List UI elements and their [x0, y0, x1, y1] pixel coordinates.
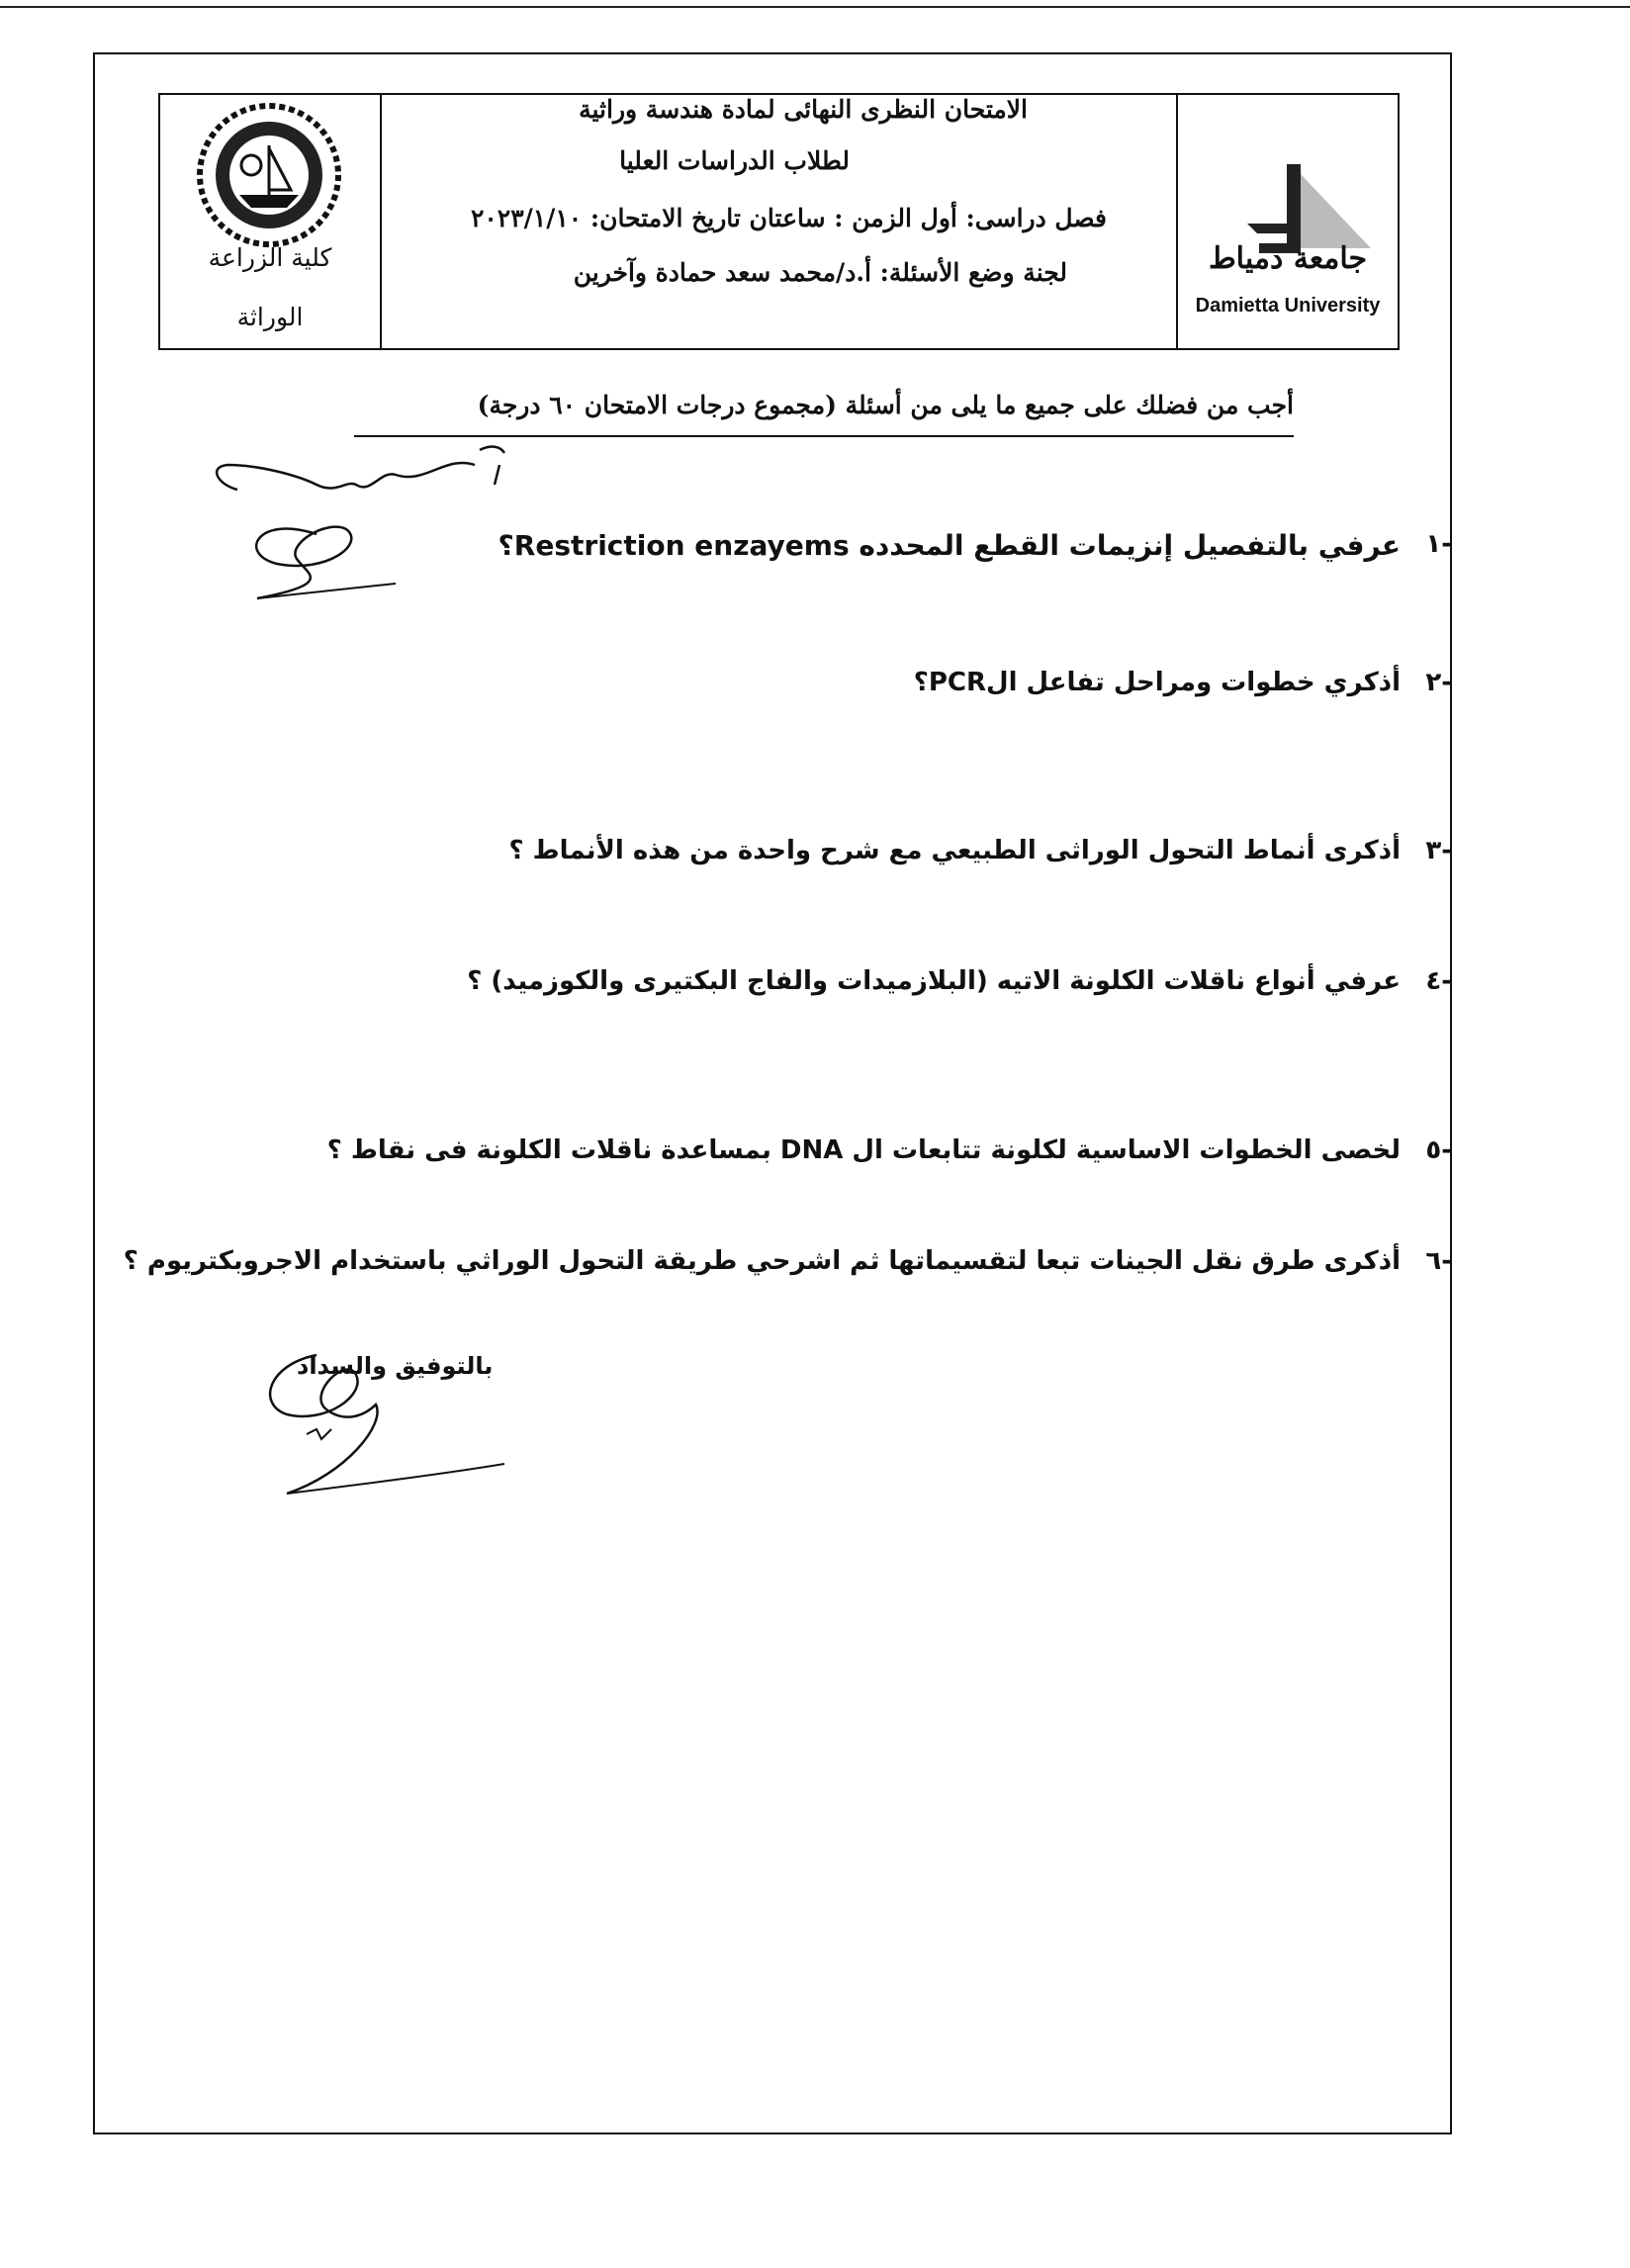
- question-text: أذكرى طرق نقل الجينات تبعا لتقسيماتها ثم اشرحي طريقة التحول الوراثي باستخدام الاجروبكتريوم ؟: [123, 1246, 1401, 1276]
- exam-term-date: فصل دراسى: أول الزمن : ساعتان تاريخ الامتحان: ٢٠٢٣/١/١٠: [470, 204, 1107, 232]
- faculty-seal-icon: [192, 101, 346, 249]
- question-text: أذكرى أنماط التحول الوراثى الطبيعي مع شرح واحدة من هذه الأنماط ؟: [508, 836, 1401, 865]
- exam-audience: لطلاب الدراسات العليا: [619, 146, 850, 175]
- handwritten-signature-closing: [247, 1335, 524, 1513]
- question-number: -٢: [1425, 668, 1452, 697]
- exam-committee: لجنة وضع الأسئلة: أ.د/محمد سعد حمادة وآخرين: [573, 258, 1067, 287]
- question-number: -٣: [1425, 836, 1452, 865]
- question-number: -١: [1425, 529, 1452, 559]
- question-number: -٤: [1425, 966, 1452, 996]
- question-number: -٦: [1425, 1246, 1452, 1276]
- faculty-cell: [160, 95, 382, 348]
- question-text: لخصى الخطوات الاساسية لكلونة تتابعات ال DNA بمساعدة ناقلات الكلونة فى نقاط ؟: [326, 1135, 1401, 1165]
- faculty-name: كلية الزراعة: [208, 243, 332, 272]
- exam-info-cell: [382, 95, 1176, 348]
- question-text: عرفي بالتفصيل إنزيمات القطع المحدده Restriction enzayems؟: [498, 529, 1401, 562]
- question-number: -٥: [1425, 1135, 1452, 1165]
- university-cell: [1176, 95, 1398, 348]
- exam-header: [158, 93, 1400, 350]
- question-text: أذكري خطوات ومراحل تفاعل الPCR؟: [913, 668, 1401, 697]
- question-text: عرفي أنواع ناقلات الكلونة الاتيه (البلازميدات والفاج البكتيرى والكوزميد) ؟: [467, 966, 1401, 996]
- exam-title: الامتحان النظرى النهائى لمادة هندسة وراثية: [579, 95, 1028, 124]
- top-border-line: [0, 6, 1630, 8]
- university-name-ar: جامعة دمياط: [1208, 241, 1368, 276]
- exam-instruction: أجب من فضلك على جميع ما يلى من أسئلة (مجموع درجات الامتحان ٦٠ درجة): [477, 391, 1294, 419]
- closing-wish: بالتوفيق والسداد: [297, 1352, 494, 1380]
- university-name-en: Damietta University: [1195, 295, 1381, 317]
- department-name: الوراثة: [236, 303, 304, 331]
- handwritten-signature-original: [198, 425, 514, 613]
- page-frame: [93, 52, 1452, 2134]
